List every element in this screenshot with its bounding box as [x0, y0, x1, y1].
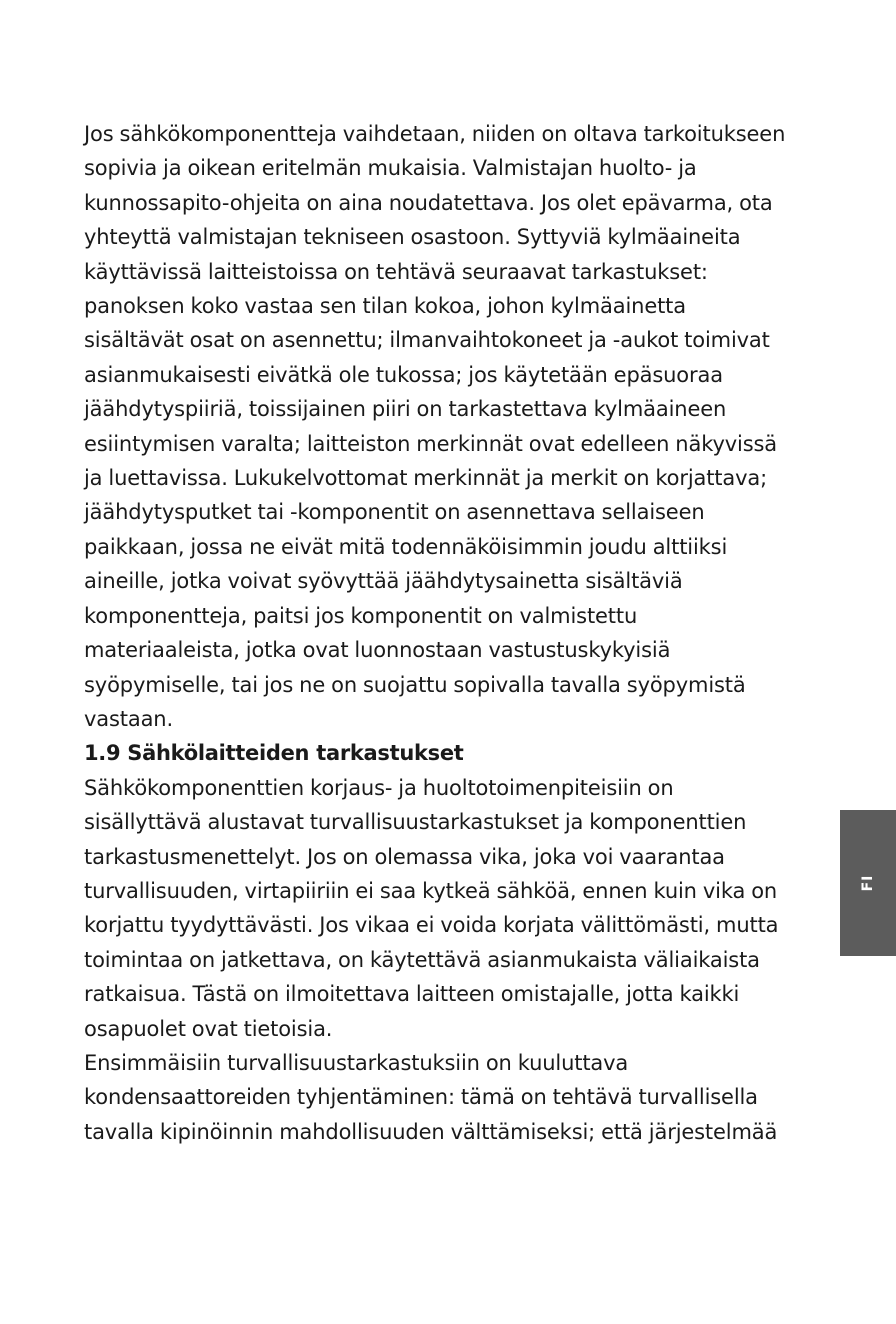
text-line: Ensimmäisiin turvallisuustarkastuksiin on kuuluttava [84, 1050, 629, 1075]
text-line: jäähdytysputket tai -komponentit on asennettava sellaiseen [84, 500, 705, 525]
text-line: käyttävissä laitteistoissa on tehtävä seuraavat tarkastukset: [84, 259, 708, 284]
text-line: korjattu tyydyttävästi. Jos vikaa ei voida korjata välittömästi, mutta [84, 913, 779, 938]
text-line: kondensaattoreiden tyhjentäminen: tämä on tehtävä turvallisella [84, 1085, 758, 1110]
text-line: toimintaa on jatkettava, on käytettävä asianmukaista väliaikaista [84, 947, 760, 972]
text-line: Jos sähkökomponentteja vaihdetaan, niiden on oltava tarkoitukseen [84, 122, 786, 146]
paragraph-initial-safety-checks [84, 1046, 824, 1149]
text-line: ratkaisua. Tästä on ilmoitettava laitteen omistajalle, jotta kaikki [84, 982, 740, 1007]
text-line: jäähdytyspiiriä, toissijainen piiri on tarkastettava kylmäaineen [84, 397, 727, 422]
text-line: turvallisuuden, virtapiiriin ei saa kytkeä sähköä, ennen kuin vika on [84, 878, 778, 903]
text-line: esiintymisen varalta; laitteiston merkinnät ovat edelleen näkyvissä [84, 431, 777, 456]
text-line: kunnossapito-ohjeita on aina noudatettava. Jos olet epävarma, ota [84, 190, 773, 215]
section-heading: 1.9 Sähkölaitteiden tarkastukset [84, 741, 464, 766]
text-line: vastaan. [84, 706, 173, 731]
text-line: komponentteja, paitsi jos komponentit on valmistettu [84, 603, 638, 628]
text-line: paikkaan, jossa ne eivät mitä todennäköisimmin joudu alttiiksi [84, 534, 728, 559]
document-page [84, 117, 824, 1149]
text-line: materiaaleista, jotka ovat luonnostaan vastustuskykyisiä [84, 638, 671, 663]
paragraph-refrigerant-checks [84, 117, 824, 736]
text-line: aineille, jotka voivat syövyttää jäähdytysainetta sisältäviä [84, 569, 683, 594]
language-tab-label: FI [860, 874, 876, 892]
text-line: tarkastusmenettelyt. Jos on olemassa vika, joka voi vaarantaa [84, 844, 725, 869]
text-line: panoksen koko vastaa sen tilan kokoa, johon kylmäainetta [84, 294, 686, 319]
text-line: Sähkökomponenttien korjaus- ja huoltotoimenpiteisiin on [84, 775, 674, 800]
text-line: sisältävät osat on asennettu; ilmanvaihtokoneet ja -aukot toimivat [84, 328, 770, 353]
text-line: osapuolet ovat tietoisia. [84, 1016, 333, 1041]
language-tab [840, 810, 896, 956]
text-line: sisällyttävä alustavat turvallisuustarkastukset ja komponenttien [84, 810, 747, 835]
text-line: asianmukaisesti eivätkä ole tukossa; jos käytetään epäsuoraa [84, 362, 723, 387]
text-line: ja luettavissa. Lukukelvottomat merkinnät ja merkit on korjattava; [84, 466, 768, 491]
paragraph-electrical-checks [84, 771, 824, 1046]
text-line: yhteyttä valmistajan tekniseen osastoon. Syttyviä kylmäaineita [84, 225, 741, 250]
text-line: tavalla kipinöinnin mahdollisuuden välttämiseksi; että järjestelmää [84, 1119, 778, 1144]
text-line: syöpymiselle, tai jos ne on suojattu sopivalla tavalla syöpymistä [84, 672, 746, 697]
text-line: sopivia ja oikean eritelmän mukaisia. Valmistajan huolto- ja [84, 156, 697, 181]
